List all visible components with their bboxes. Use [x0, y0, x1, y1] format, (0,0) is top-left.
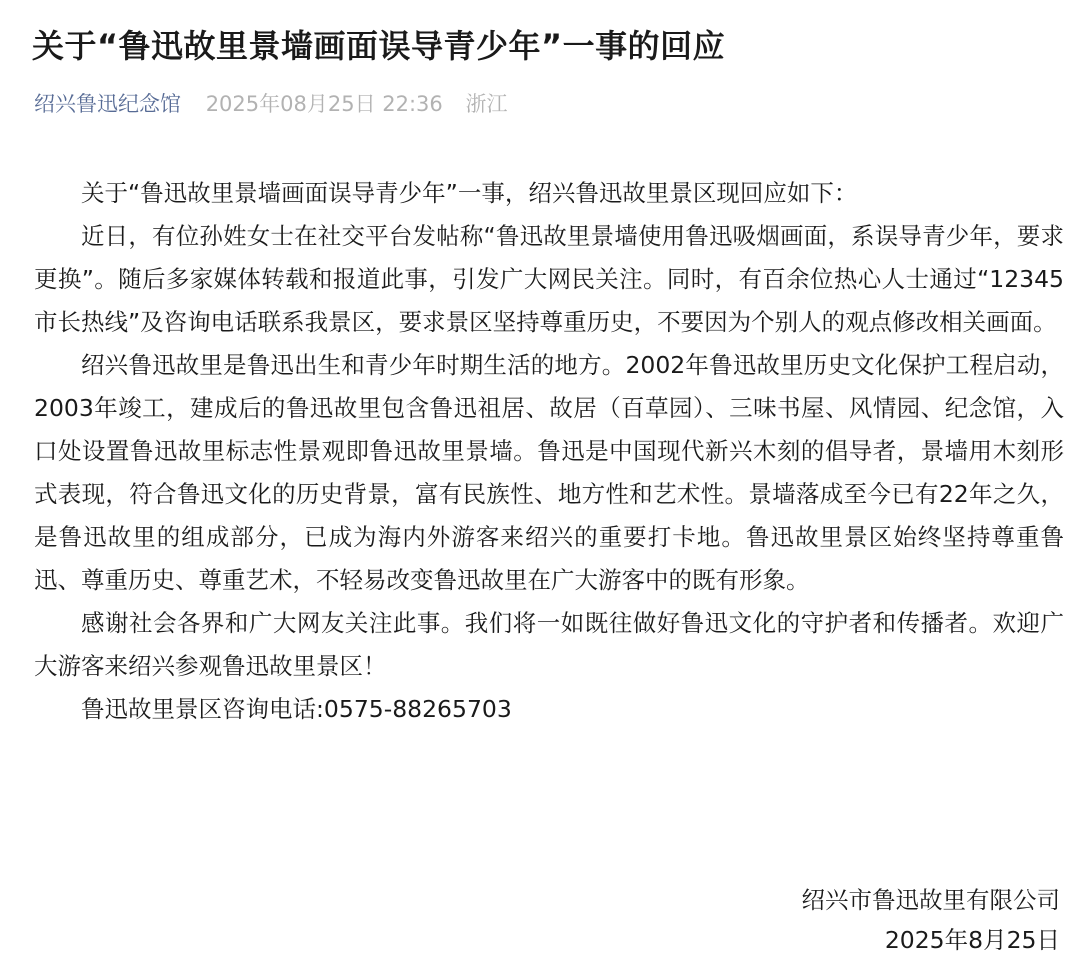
paragraph-intro: 关于“鲁迅故里景墙画面误导青少年”一事，绍兴鲁迅故里景区现回应如下： — [81, 179, 858, 207]
paragraph-background: 近日，有位孙姓女士在社交平台发帖称“鲁迅故里景墙使用鲁迅吸烟画面，系误导青少年，要求更换”。随后多家媒体转载和报道此事，引发广大网民关注。同时，有百余位热心人士通过“12345市长热线”及咨询电话联系我景区，要求景区坚持尊重历史，不要因为个别人的观点修改相关画面。 — [34, 222, 1064, 336]
article-body — [34, 172, 1064, 731]
paragraph-thanks: 感谢社会各界和广大网友关注此事。我们将一如既往做好鲁迅文化的守护者和传播者。欢迎广大游客来绍兴参观鲁迅故里景区！ — [34, 609, 1064, 680]
account-name-link[interactable]: 绍兴鲁迅纪念馆 — [34, 92, 181, 116]
paragraph-contact: 鲁迅故里景区咨询电话:0575-88265703 — [81, 695, 512, 723]
article-title: 关于“鲁迅故里景墙画面误导青少年”一事的回应 — [32, 27, 726, 65]
ip-location: 浙江 — [465, 92, 508, 116]
signature-date: 2025年8月25日 — [884, 926, 1060, 954]
paragraph-history: 绍兴鲁迅故里是鲁迅出生和青少年时期生活的地方。2002年鲁迅故里历史文化保护工程启动，2003年竣工，建成后的鲁迅故里包含鲁迅祖居、故居（百草园）、三味书屋、风情园、纪念馆，入口处设置鲁迅故里标志性景观即鲁迅故里景墙。鲁迅是中国现代新兴木刻的倡导者，景墙用木刻形式表现，符合鲁迅文化的历史背景，富有民族性、地方性和艺术性。景墙落成至今已有22年之久，是鲁迅故里的组成部分，已成为海内外游客来绍兴的重要打卡地。鲁迅故里景区始终坚持尊重鲁迅、尊重历史、尊重艺术，不轻易改变鲁迅故里在广大游客中的既有形象。 — [34, 351, 1064, 594]
article-meta — [34, 88, 507, 120]
publish-time: 2025年08月25日 22:36 — [205, 92, 443, 116]
signature-organization: 绍兴市鲁迅故里有限公司 — [801, 886, 1060, 914]
